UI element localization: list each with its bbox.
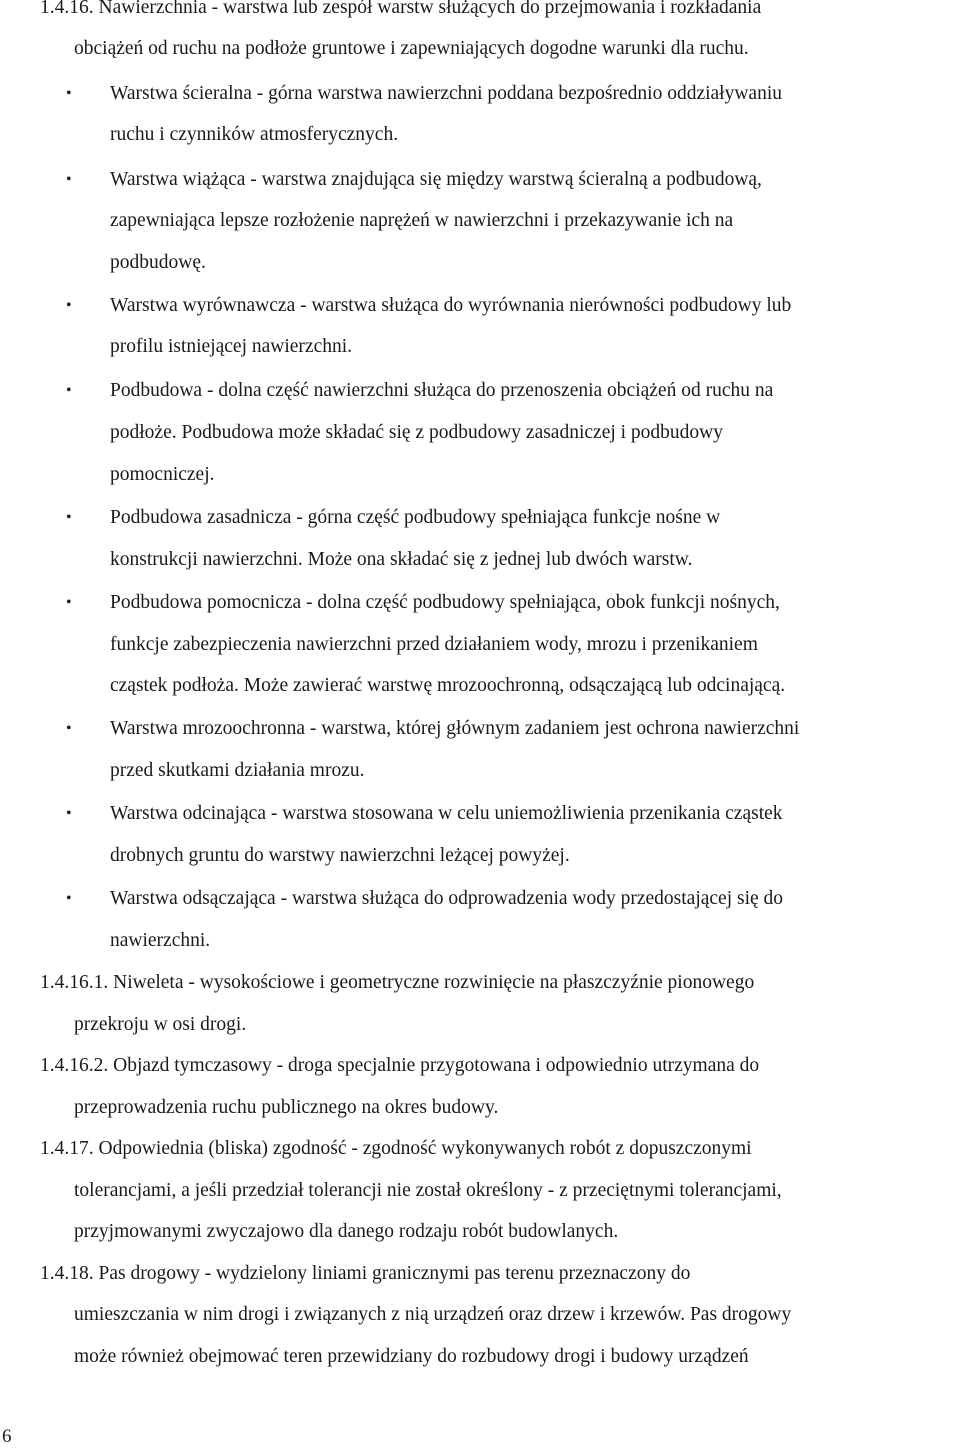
list-item-text: Warstwa wiążąca - warstwa znajdująca się między warstwą ścieralną a podbudową, [110,169,762,190]
definition-text-line: 1.4.17. Odpowiednia (bliska) zgodność - zgodność wykonywanych robót z dopuszczonymi [40,1138,752,1159]
section-number: 1.4.16.2. [40,1055,109,1076]
definition-text-line: umieszczania w nim drogi i związanych z nią urządzeń oraz drzew i krzewów. Pas drogowy [74,1304,792,1325]
section-number: 1.4.16. [40,0,94,18]
definition-text-line: przekroju w osi drogi. [74,1014,247,1035]
list-item-text: profilu istniejącej nawierzchni. [110,336,353,357]
page-number: 6 [2,1426,12,1447]
bullet-icon: • [66,720,72,737]
section-number: 1.4.17. [40,1138,94,1159]
section-number: 1.4.18. [40,1263,94,1284]
definition-text-line: przyjmowanymi zwyczajowo dla danego rodzaju robót budowlanych. [74,1221,619,1242]
list-item-text: Warstwa odcinająca - warstwa stosowana w celu uniemożliwienia przenikania cząstek [110,803,783,824]
list-item-text: podbudowę. [110,252,206,273]
bullet-icon: • [66,85,72,102]
list-item-text: przed skutkami działania mrozu. [110,760,365,781]
definition-text-line: obciążeń od ruchu na podłoże gruntowe i zapewniających dogodne warunki dla ruchu. [74,38,749,59]
list-item-text: Podbudowa pomocnicza - dolna część podbudowy spełniająca, obok funkcji nośnych, [110,592,780,613]
bullet-icon: • [66,509,72,526]
list-item-text: konstrukcji nawierzchni. Może ona składać się z jednej lub dwóch warstw. [110,549,693,570]
definition-text-line: 1.4.16. Nawierzchnia - warstwa lub zespół warstw służących do przejmowania i rozkładania [40,0,761,20]
bullet-icon: • [66,382,72,399]
list-item-text: podłoże. Podbudowa może składać się z podbudowy zasadniczej i podbudowy [110,422,724,443]
definition-text-line: przeprowadzenia ruchu publicznego na okres budowy. [74,1097,499,1118]
list-item-text: pomocniczej. [110,464,215,485]
definition-text-line: może również obejmować teren przewidziany do rozbudowy drogi i budowy urządzeń [74,1346,749,1367]
list-item-text: cząstek podłoża. Może zawierać warstwę mrozoochronną, odsączającą lub odcinającą. [110,675,786,696]
bullet-icon: • [66,171,72,188]
bullet-icon: • [66,297,72,314]
list-item-text: zapewniająca lepsze rozłożenie naprężeń w nawierzchni i przekazywanie ich na [110,210,734,231]
list-item-text: funkcje zabezpieczenia nawierzchni przed działaniem wody, mrozu i przenikaniem [110,634,758,655]
definition-text-line: 1.4.16.2. Objazd tymczasowy - droga specjalnie przygotowana i odpowiednio utrzymana do [40,1055,760,1076]
list-item-text: Warstwa wyrównawcza - warstwa służąca do wyrównania nierówności podbudowy lub [110,295,792,316]
bullet-icon: • [66,805,72,822]
definition-text-line: tolerancjami, a jeśli przedział tolerancji nie został określony - z przeciętnymi tolerancjami, [74,1180,782,1201]
list-item-text: Podbudowa - dolna część nawierzchni służąca do przenoszenia obciążeń od ruchu na [110,380,774,401]
section-number: 1.4.16.1. [40,972,109,993]
list-item-text: ruchu i czynników atmosferycznych. [110,124,399,145]
list-item-text: nawierzchni. [110,930,211,951]
bullet-icon: • [66,594,72,611]
bullet-icon: • [66,890,72,907]
list-item-text: Podbudowa zasadnicza - górna część podbudowy spełniająca funkcje nośne w [110,507,721,528]
list-item-text: Warstwa odsączająca - warstwa służąca do odprowadzenia wody przedostającej się do [110,888,784,909]
definition-text-line: 1.4.16.1. Niweleta - wysokościowe i geometryczne rozwinięcie na płaszczyźnie pionowego [40,972,755,993]
definition-text-line: 1.4.18. Pas drogowy - wydzielony liniami granicznymi pas terenu przeznaczony do [40,1263,691,1284]
list-item-text: Warstwa ścieralna - górna warstwa nawierzchni poddana bezpośrednio oddziaływaniu [110,83,782,104]
list-item-text: drobnych gruntu do warstwy nawierzchni leżącej powyżej. [110,845,570,866]
list-item-text: Warstwa mrozoochronna - warstwa, której głównym zadaniem jest ochrona nawierzchni [110,718,800,739]
